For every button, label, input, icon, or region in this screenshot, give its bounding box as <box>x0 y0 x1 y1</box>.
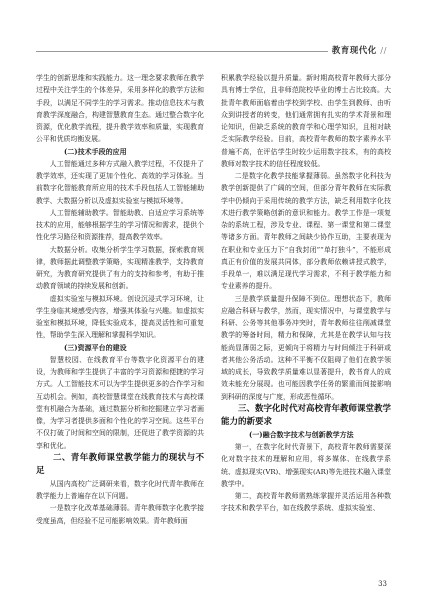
paragraph: 一是数字化改革基础薄弱。青年教师数字化教学接受度虽高，但经验不足可能影响效果。青年教师面 <box>36 504 204 525</box>
subsection-heading: (一)融合数字技术与创新教学方法 <box>249 429 354 439</box>
running-header <box>0 40 427 62</box>
header-rule <box>36 51 328 52</box>
section-heading: 二、青年教师课堂教学能力的现状与不足 <box>36 452 204 476</box>
subsection-heading: (三)资源平台的建设 <box>64 342 127 352</box>
paragraph: 智慧校园、在线教育平台等数字化资源平台的建设，为教师和学生提供了丰富的学习资源和便捷的学习方式。人工智能技术可以为学生提供更多的合作学习和互动机会。例如，高校智慧课堂在线教育技术与高校课堂有机融合为基础，通过数据分析和挖掘建立学习者画像，为学习者提供多面和个性化的学习空间。这些平台不仅打破了时间和空间的限制，还促进了教学资源的共享和优化。 <box>36 355 204 450</box>
paragraph: 人工智能辅助教学。智能助教、自适应学习系统等技术的应用，能够根据学生的学习情况和需求，提供个性化学习路径和资源推荐，提高教学效率。 <box>36 208 204 242</box>
journal-title <box>332 44 387 56</box>
subsection-heading: (二)技术手段的应用 <box>64 146 127 156</box>
paragraph: 三是教学质量提升保障不到位。理想状态下，教师应融合科研与教学，然而，现实情况中，与课堂教学与科研、公务等其他事务冲突时，青年教师往往削减课堂教学的筹备时间，精力和保障，尤其是在教学认知与技能尚显薄弱之际，更倾向于将精力与时间倾注于科研或者其他公务活动。这种不平衡不仅阻碍了他们在教学领域的成长，导致教学质量难以显著提升，教书育人的成效未能充分展现。也可能因教学任务的繁重而间接影响到科研的深度与广度，形成恶性循环。 <box>221 294 391 401</box>
header-slash: // <box>380 46 387 56</box>
paragraph: 二是数字化教学技能掌握薄弱。虽然数字化科技为教学创新提供了广阔的空间，但部分青年教师在实际教学中仍倾向于采用传统的教学方法，缺乏利用数字化技术进行教学策略创新的意识和能力。教学工作是一项复杂的系统工程，涉及专业、课程、第一课堂和第二课堂等诸多方面。青年教师之间缺少协作互助，主要表现为在职业和专业压力下“自我封闭”“单打独斗”，不能形成真正有价值的发展共同体，部分教师依赖讲授式教学，手段单一，难以满足现代学习需求，不利于教学能力和专业素养的提升。 <box>221 172 391 291</box>
paragraph: 人工智能通过多种方式融入教学过程，不仅提升了教学效率，还实现了更加个性化、高效的学习体验。当前数字化智能教育所应用的技术手段包括人工智能辅助教学、大数据分析以及虚拟实验室与模拟环境等。 <box>36 159 204 205</box>
section-heading: 三、数字化时代对高校青年教师课堂教学能力的新要求 <box>221 403 392 427</box>
paragraph: 大数据分析。收集分析学生学习数据，探索教育规律，教师据此调整教学策略，实现精准教学，支持教育研究，为教育研究提供了有力的支持和参考，有助于推动教育领域的持续发展和创新。 <box>36 245 204 291</box>
paragraph: 学生的创新思维和实践能力。这一理念要求教师在教学过程中关注学生的个体差异，采用多样化的教学方法和手段，以满足不同学生的学习需求。推动信息技术与教育教学深度融合，构建智慧教育生态。通过整合数字化资源，优化教学流程，提升教学效率和质量，实现教育公平和优质均衡发展。 <box>36 74 204 144</box>
page-number: 33 <box>378 580 387 588</box>
paragraph: 虚拟实验室与模拟环境。创设沉浸式学习环境，让学生身临其境感受内容，增强其体验与兴趣。如虚拟实验室和模拟环境，降低实验成本，提高灵活性和可重复性，帮助学生深入理解和掌握科学知识。 <box>36 294 204 340</box>
paragraph: 第一，在数字化时代背景下，高校青年教师需要深化对数字技术的理解和应用，将多媒体、在线教学系统、虚拟现实(VR)、增强现实(AR)等先进技术融入课堂教学中。 <box>221 443 391 488</box>
paragraph: 积累教学经验以提升质量。新时期高校青年教师大部分具有博士学位，且非师范院校毕业的博士占比较高。大批青年教师面临着由学校到学校、由学生到教师、由听众到讲授者的转变，他们通常拥有扎实的学术背景和理论知识，但缺乏系统的教育学和心理学知识，且相对缺乏实际教学经验。目前，高校青年教师的数字素养水平普遍不高，在评估学生时较少运用数字技术，有的高校教师对数字技术的信任程度较低。 <box>221 74 391 168</box>
paragraph: 从国内高校广泛调研来看，数字化时代青年教师在教学能力上普遍存在以下问题。 <box>36 479 204 500</box>
right-column <box>221 72 391 515</box>
paragraph: 第二，高校青年教师需熟练掌握并灵活运用各种数字技术和教学平台，如在线教学系统、虚拟实验室、 <box>221 492 391 513</box>
journal-title-text: 教育现代化 <box>331 46 377 56</box>
left-column <box>36 72 204 527</box>
